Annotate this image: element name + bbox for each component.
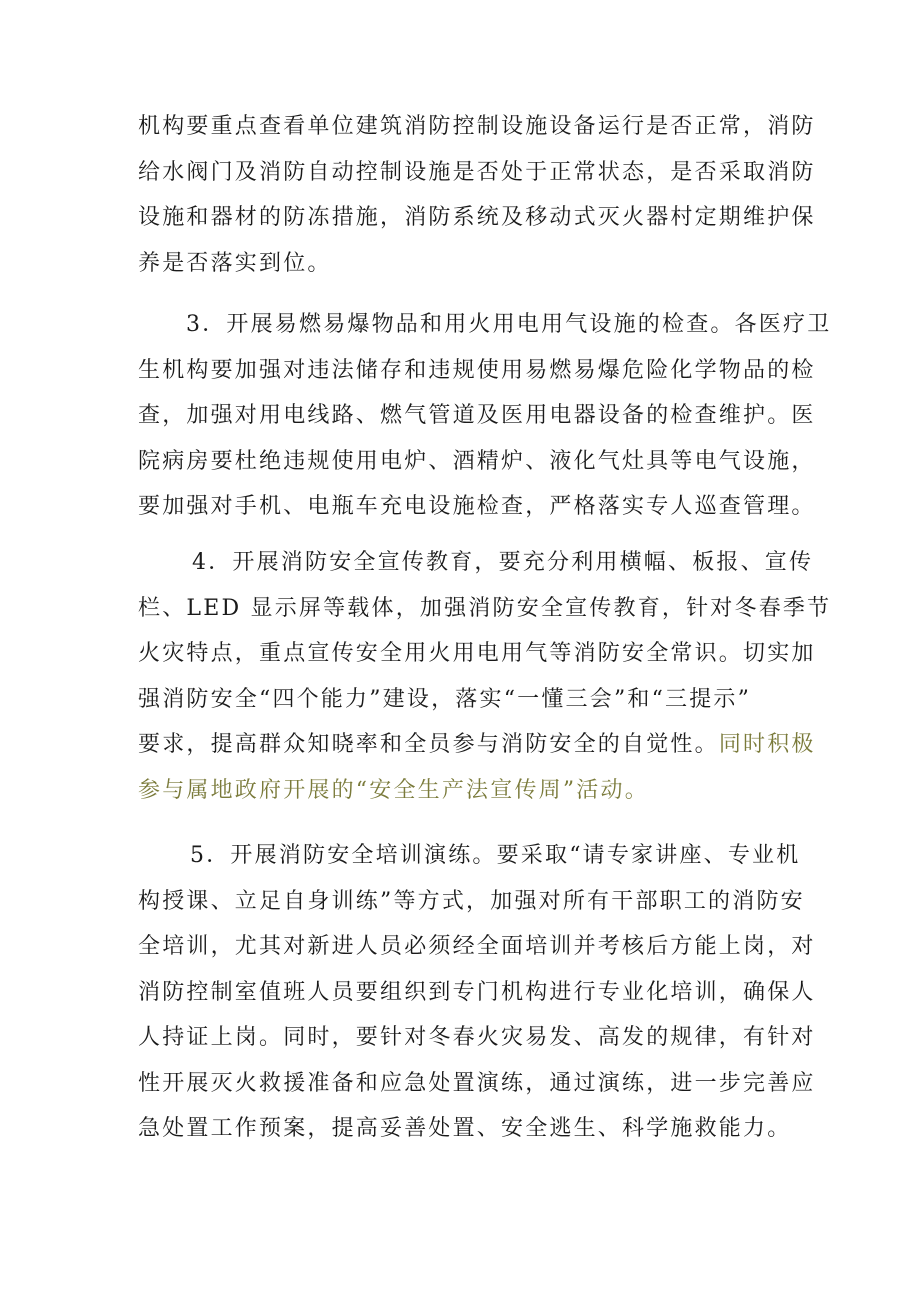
text-line: 设施和器材的防冻措施，消防系统及移动式灭火器村定期维护保 bbox=[138, 205, 816, 230]
highlighted-text-segment: 同时积极 bbox=[718, 732, 816, 757]
text-line: 消防控制室值班人员要组织到专门机构进行专业化培训，确保人 bbox=[138, 979, 816, 1005]
text-line: 4．开展消防安全宣传教育，要充分利用横幅、板报、宣传 bbox=[192, 550, 814, 575]
text-line: 生机构要加强对违法储存和违规使用易燃易爆危险化学物品的检 bbox=[138, 357, 816, 383]
paragraph-item-5 bbox=[138, 833, 816, 1152]
text-line: 给水阀门及消防自动控制设施是否处于正常状态，是否采取消防 bbox=[138, 159, 816, 185]
text-line: 院病房要杜绝违规使用电炉、酒精炉、液化气灶具等电气设施， bbox=[138, 448, 816, 474]
text-line: 急处置工作预案，提高妥善处置、安全逃生、科学施救能力。 bbox=[138, 1116, 792, 1141]
text-line: 机构要重点查看单位建筑消防控制设施设备运行是否正常，消防 bbox=[138, 114, 816, 139]
text-line: 栏、LED 显示屏等载体，加强消防安全宣传教育，针对冬春季节 bbox=[138, 595, 832, 621]
text-line: 性开展灭火救援准备和应急处置演练，通过演练，进一步完善应 bbox=[138, 1070, 816, 1096]
paragraph-item-3 bbox=[138, 302, 832, 530]
text-line: 5．开展消防安全培训演练。要采取“请专家讲座、专业机 bbox=[190, 843, 801, 868]
text-line: 人持证上岗。同时，要针对冬春火灾易发、高发的规律，有针对 bbox=[138, 1025, 816, 1050]
text-line: 养是否落实到位。 bbox=[138, 250, 332, 276]
highlighted-text-line: 参与属地政府开展的“安全生产法宣传周”活动。 bbox=[138, 777, 649, 803]
text-line: 构授课、立足自身训练”等方式，加强对所有干部职工的消防安 bbox=[138, 888, 805, 914]
text-line: 全培训，尤其对新进人员必须经全面培训并考核后方能上岗，对 bbox=[138, 934, 816, 959]
text-line: 要加强对手机、电瓶车充电设施检查，严格落实专人巡查管理。 bbox=[138, 494, 816, 519]
text-line-mixed bbox=[138, 722, 816, 768]
text-line: 火灾特点，重点宣传安全用火用电用气等消防安全常识。切实加 bbox=[138, 641, 816, 666]
paragraph-continuation bbox=[138, 104, 816, 286]
paragraph-item-4 bbox=[138, 540, 832, 813]
text-line: 查，加强对用电线路、燃气管道及医用电器设备的检查维护。医 bbox=[138, 403, 816, 428]
text-segment: 要求，提高群众知晓率和全员参与消防安全的自觉性。 bbox=[138, 732, 719, 757]
text-line: 3．开展易燃易爆物品和用火用电用气设施的检查。各医疗卫 bbox=[186, 312, 832, 337]
text-line: 强消防安全“四个能力”建设，落实“一懂三会”和“三提示” bbox=[138, 686, 752, 712]
